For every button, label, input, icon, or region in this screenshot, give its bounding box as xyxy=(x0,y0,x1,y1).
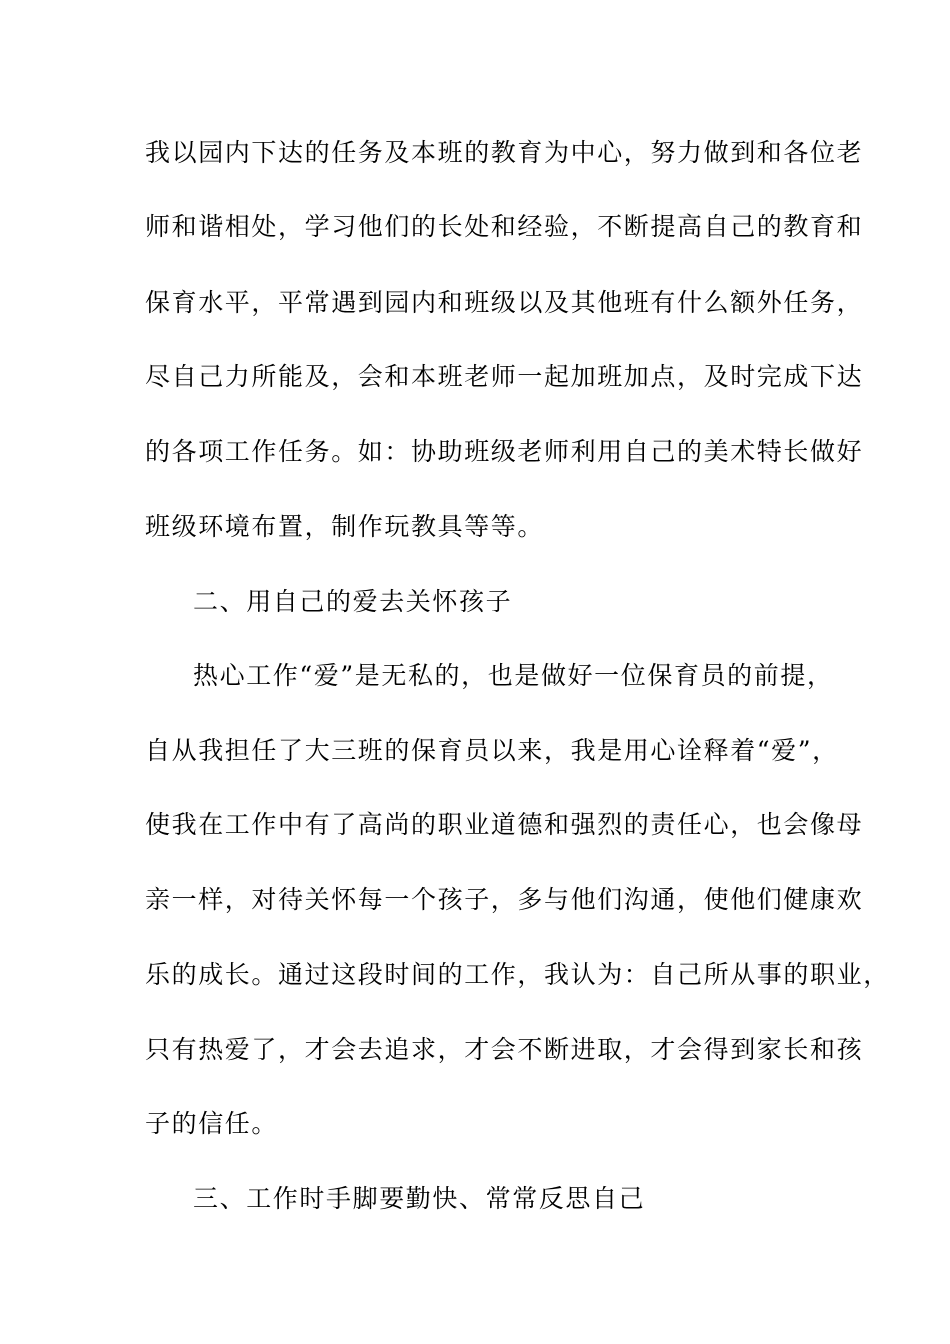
paragraph-line: 班级环境布置，制作玩教具等等。 xyxy=(145,512,545,541)
paragraph-line: 乐的成长。通过这段时间的工作，我认为：自己所从事的职业， xyxy=(145,960,890,989)
paragraph-line: 我以园内下达的任务及本班的教育为中心，努力做到和各位老 xyxy=(145,138,864,167)
paragraph-line: 尽自己力所能及，会和本班老师一起加班加点，及时完成下达 xyxy=(145,362,864,391)
section-heading: 三、工作时手脚要勤快、常常反思自己 xyxy=(193,1184,646,1213)
paragraph-line: 使我在工作中有了高尚的职业道德和强烈的责任心，也会像母 xyxy=(145,810,864,839)
paragraph-line: 亲一样，对待关怀每一个孩子，多与他们沟通，使他们健康欢 xyxy=(145,885,864,914)
paragraph-line: 自从我担任了大三班的保育员以来，我是用心诠释着“爱”， xyxy=(145,736,839,765)
paragraph-line: 只有热爱了，才会去追求，才会不断进取，才会得到家长和孩 xyxy=(145,1035,864,1064)
paragraph-first-line: 热心工作“爱”是无私的，也是做好一位保育员的前提， xyxy=(193,661,834,690)
paragraph-line: 保育水平，平常遇到园内和班级以及其他班有什么额外任务， xyxy=(145,288,864,317)
paragraph-line: 的各项工作任务。如：协助班级老师利用自己的美术特长做好 xyxy=(145,437,864,466)
section-heading: 二、用自己的爱去关怀孩子 xyxy=(193,587,513,616)
paragraph-line: 师和谐相处，学习他们的长处和经验，不断提高自己的教育和 xyxy=(145,212,864,241)
paragraph-line: 子的信任。 xyxy=(145,1109,279,1138)
